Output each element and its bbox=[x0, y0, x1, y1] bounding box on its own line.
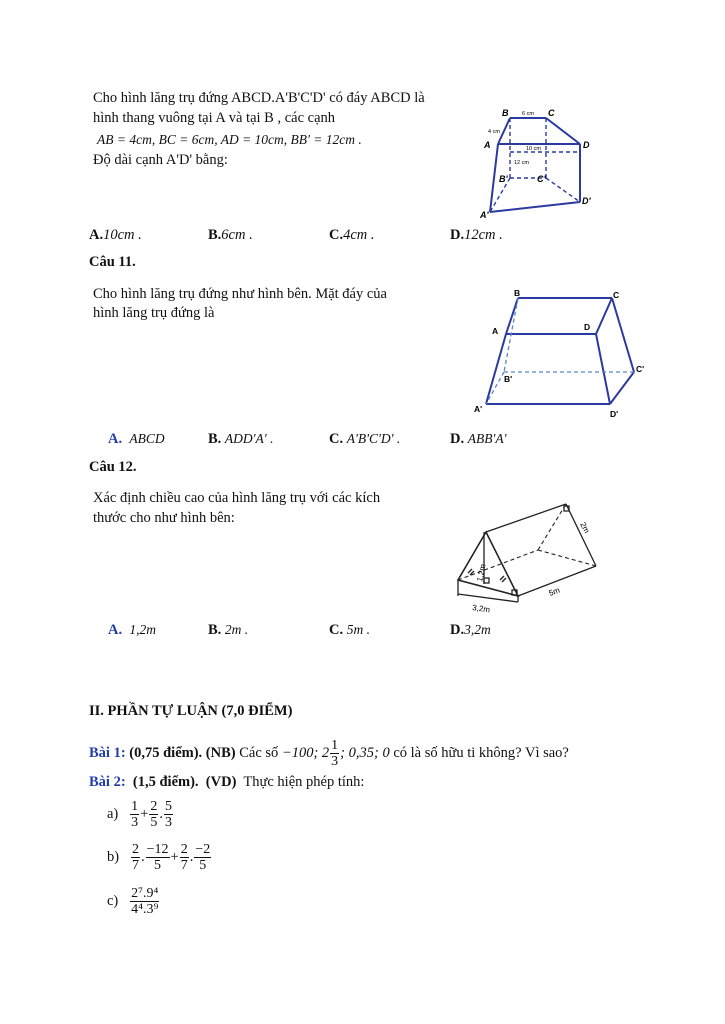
q11-option-c[interactable]: C. A'B'C'D' . bbox=[329, 431, 401, 447]
q10-fig-label-a: A bbox=[484, 140, 491, 150]
q10-prism-figure bbox=[470, 104, 610, 220]
q10-fig-label-d: D bbox=[583, 140, 590, 150]
bai1-mixed-fraction: $\frac{1}{3}$ bbox=[331, 737, 339, 769]
q10-fig-label-b1: B' bbox=[499, 174, 508, 184]
q12-fig-dim-base: 3,2m bbox=[471, 603, 491, 615]
q12-fig-dim-h: 1,2m bbox=[475, 563, 488, 583]
q10-option-a[interactable]: A.10cm . bbox=[89, 227, 142, 243]
bai1-line: Bài 1: (0,75 điểm). (NB) Các số −100; 2 $\frac{1}{3}$ ; 0,35; 0 có là số hữu ti không? Vì sao? bbox=[89, 737, 569, 769]
q11-fig-label-b1: B' bbox=[504, 374, 513, 384]
q12-option-b[interactable]: B. 2m . bbox=[208, 622, 249, 638]
q11-option-d[interactable]: D. ABB'A' bbox=[450, 431, 507, 447]
q11-fig-label-d1: D' bbox=[610, 409, 619, 419]
q10-line4: Độ dài cạnh A'D' bằng: bbox=[93, 152, 228, 168]
bai2-part-c: c) $\frac{\text{2⁷.9⁴}}{\text{4⁴.3⁹}}$ bbox=[107, 885, 159, 917]
q11-option-a[interactable]: A. ABCD bbox=[108, 431, 165, 447]
q11-fig-label-c: C bbox=[613, 290, 620, 300]
q11-fig-label-a: A bbox=[492, 326, 499, 336]
q11-line1: Cho hình lăng trụ đứng như hình bên. Mặt đáy của bbox=[93, 286, 387, 302]
q12-option-a[interactable]: A. 1,2m bbox=[108, 622, 156, 638]
q11-fig-label-c1: C' bbox=[636, 364, 645, 374]
q12-option-c[interactable]: C. 5m . bbox=[329, 622, 370, 638]
q12-fig-dim-len: 5m bbox=[547, 585, 562, 598]
q10-fig-label-b: B bbox=[502, 108, 509, 118]
q12-title: Câu 12. bbox=[89, 459, 137, 475]
q10-line3: AB = 4cm, BC = 6cm, AD = 10cm, BB' = 12cm . bbox=[97, 132, 362, 147]
q11-fig-label-a1: A' bbox=[474, 404, 483, 414]
q11-title: Câu 11. bbox=[89, 254, 136, 270]
q10-fig-dim-ab: 4 cm bbox=[488, 129, 500, 135]
q11-fig-label-d: D bbox=[584, 322, 591, 332]
q11-fig-label-b: B bbox=[514, 288, 521, 298]
q10-option-d[interactable]: D.12cm . bbox=[450, 227, 503, 243]
q12-prism-figure bbox=[446, 498, 606, 618]
q10-option-b[interactable]: B.6cm . bbox=[208, 227, 253, 243]
part2-title: II. PHẦN TỰ LUẬN (7,0 ĐIỂM) bbox=[89, 703, 293, 719]
q11-line2: hình lăng trụ đứng là bbox=[93, 305, 215, 321]
q10-fig-dim-ad: 10 cm bbox=[526, 146, 541, 152]
bai2-line: Bài 2: (1,5 điểm). (VD) Thực hiện phép tính: bbox=[89, 774, 365, 790]
q10-fig-label-a1: A' bbox=[480, 210, 489, 220]
q10-fig-label-c1: C' bbox=[537, 174, 546, 184]
q10-line1: Cho hình lăng trụ đứng ABCD.A'B'C'D' có đáy ABCD là bbox=[93, 90, 425, 106]
q10-line2: hình thang vuông tại A và tại B , các cạnh bbox=[93, 110, 336, 126]
q10-fig-dim-bc: 6 cm bbox=[522, 111, 534, 117]
q11-prism-figure bbox=[470, 286, 660, 426]
q11-option-b[interactable]: B. ADD'A' . bbox=[208, 431, 274, 447]
q10-option-c[interactable]: C.4cm . bbox=[329, 227, 375, 243]
q12-line1: Xác định chiều cao của hình lăng trụ với các kích bbox=[93, 490, 381, 506]
q10-fig-label-c: C bbox=[548, 108, 555, 118]
q12-option-d[interactable]: D.3,2m bbox=[450, 622, 491, 638]
q12-line2: thước cho như hình bên: bbox=[93, 510, 235, 526]
bai2-part-b: b) $\frac{2}{7}$ . $\frac{-12}{5}$ + $\frac{2}{7}$ . $\frac{-2}{5}$ bbox=[107, 841, 211, 873]
q10-fig-dim-bb: 12 cm bbox=[514, 160, 529, 166]
q12-fig-dim-side: 2m bbox=[578, 520, 592, 535]
bai2-part-a: a) $\frac{1}{3}$ + $\frac{2}{5}$ . $\frac{5}{3}$ bbox=[107, 798, 172, 830]
q10-fig-label-d1: D' bbox=[582, 196, 591, 206]
